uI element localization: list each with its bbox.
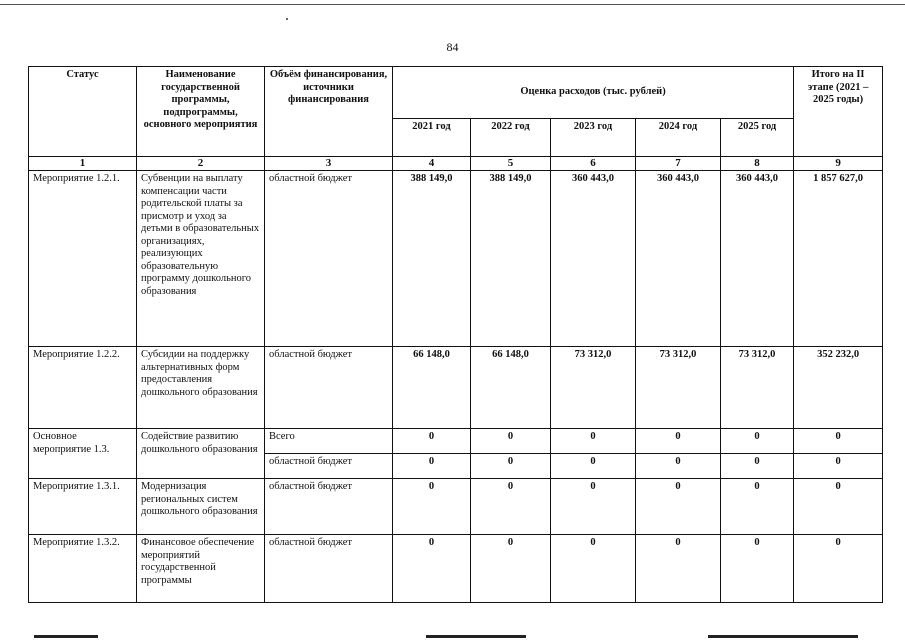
- value-2025: 0: [721, 429, 794, 454]
- header-year: 2021 год: [393, 119, 471, 157]
- page-number: 84: [446, 40, 459, 54]
- row-source: областной бюджет: [265, 171, 393, 347]
- table-row: [29, 535, 883, 603]
- column-number: 1: [29, 157, 137, 171]
- row-status: Основное мероприятие 1.3.: [29, 429, 137, 479]
- column-number: 7: [636, 157, 721, 171]
- financing-table: [28, 66, 883, 603]
- table-row: [29, 479, 883, 535]
- value-total: 352 232,0: [794, 347, 883, 429]
- value-2021: 0: [393, 429, 471, 454]
- row-source: областной бюджет: [265, 535, 393, 603]
- value-2025: 0: [721, 535, 794, 603]
- row-name: Субвенции на выплату компенсации части родительской платы за присмотр и уход за детьми в образовательных организациях, реализующих образовательную программу дошкольного образования: [137, 171, 265, 347]
- value-2025: 73 312,0: [721, 347, 794, 429]
- header-estimate: Оценка расходов (тыс. рублей): [393, 67, 794, 119]
- value-2022: 0: [471, 535, 551, 603]
- header-year: 2025 год: [721, 119, 794, 157]
- table-row: [29, 429, 883, 454]
- header-volume: Объём финансирования, источники финансирования: [265, 67, 393, 157]
- row-name: Субсидии на поддержку альтернативных форм предоставления дошкольного образования: [137, 347, 265, 429]
- top-border-line: [0, 4, 905, 5]
- value-2023: 360 443,0: [551, 171, 636, 347]
- value-2021: 0: [393, 454, 471, 479]
- column-number: 6: [551, 157, 636, 171]
- scan-edge-mark: [708, 635, 858, 638]
- value-2024: 73 312,0: [636, 347, 721, 429]
- table-row: [29, 171, 883, 347]
- value-2023: 0: [551, 479, 636, 535]
- row-source: областной бюджет: [265, 479, 393, 535]
- value-2021: 0: [393, 535, 471, 603]
- header-status: Статус: [29, 67, 137, 157]
- row-name: Содействие развитию дошкольного образования: [137, 429, 265, 479]
- row-name: Финансовое обеспечение мероприятий государственной программы: [137, 535, 265, 603]
- value-2023: 0: [551, 535, 636, 603]
- value-2025: 360 443,0: [721, 171, 794, 347]
- row-source: областной бюджет: [265, 347, 393, 429]
- value-2024: 0: [636, 479, 721, 535]
- value-2022: 0: [471, 429, 551, 454]
- value-2025: 0: [721, 454, 794, 479]
- value-2021: 388 149,0: [393, 171, 471, 347]
- value-2022: 0: [471, 454, 551, 479]
- scan-edge-mark: [426, 635, 526, 638]
- row-source: Всего: [265, 429, 393, 454]
- scan-speck: [286, 18, 288, 20]
- value-total: 0: [794, 479, 883, 535]
- value-total: 1 857 627,0: [794, 171, 883, 347]
- value-2025: 0: [721, 479, 794, 535]
- value-2024: 0: [636, 454, 721, 479]
- value-2022: 0: [471, 479, 551, 535]
- value-2023: 73 312,0: [551, 347, 636, 429]
- table-row: [29, 347, 883, 429]
- row-status: Мероприятие 1.3.2.: [29, 535, 137, 603]
- column-number: 2: [137, 157, 265, 171]
- value-total: 0: [794, 535, 883, 603]
- value-total: 0: [794, 429, 883, 454]
- value-2023: 0: [551, 429, 636, 454]
- header-total: Итого на II этапе (2021 – 2025 годы): [794, 67, 883, 157]
- column-number: 4: [393, 157, 471, 171]
- row-status: Мероприятие 1.2.1.: [29, 171, 137, 347]
- column-number: 3: [265, 157, 393, 171]
- row-name: Модернизация региональных систем дошкольного образования: [137, 479, 265, 535]
- header-year: 2024 год: [636, 119, 721, 157]
- header-name: Наименование государственной программы, подпрограммы, основного мероприятия: [137, 67, 265, 157]
- value-2022: 66 148,0: [471, 347, 551, 429]
- header-year: 2022 год: [471, 119, 551, 157]
- header-year: 2023 год: [551, 119, 636, 157]
- value-2023: 0: [551, 454, 636, 479]
- row-status: Мероприятие 1.3.1.: [29, 479, 137, 535]
- row-source: областной бюджет: [265, 454, 393, 479]
- value-2021: 0: [393, 479, 471, 535]
- scan-edge-mark: [34, 635, 98, 638]
- value-2024: 0: [636, 535, 721, 603]
- value-2021: 66 148,0: [393, 347, 471, 429]
- value-2024: 360 443,0: [636, 171, 721, 347]
- column-number: 8: [721, 157, 794, 171]
- row-status: Мероприятие 1.2.2.: [29, 347, 137, 429]
- column-number: 5: [471, 157, 551, 171]
- value-2024: 0: [636, 429, 721, 454]
- value-2022: 388 149,0: [471, 171, 551, 347]
- value-total: 0: [794, 454, 883, 479]
- column-number: 9: [794, 157, 883, 171]
